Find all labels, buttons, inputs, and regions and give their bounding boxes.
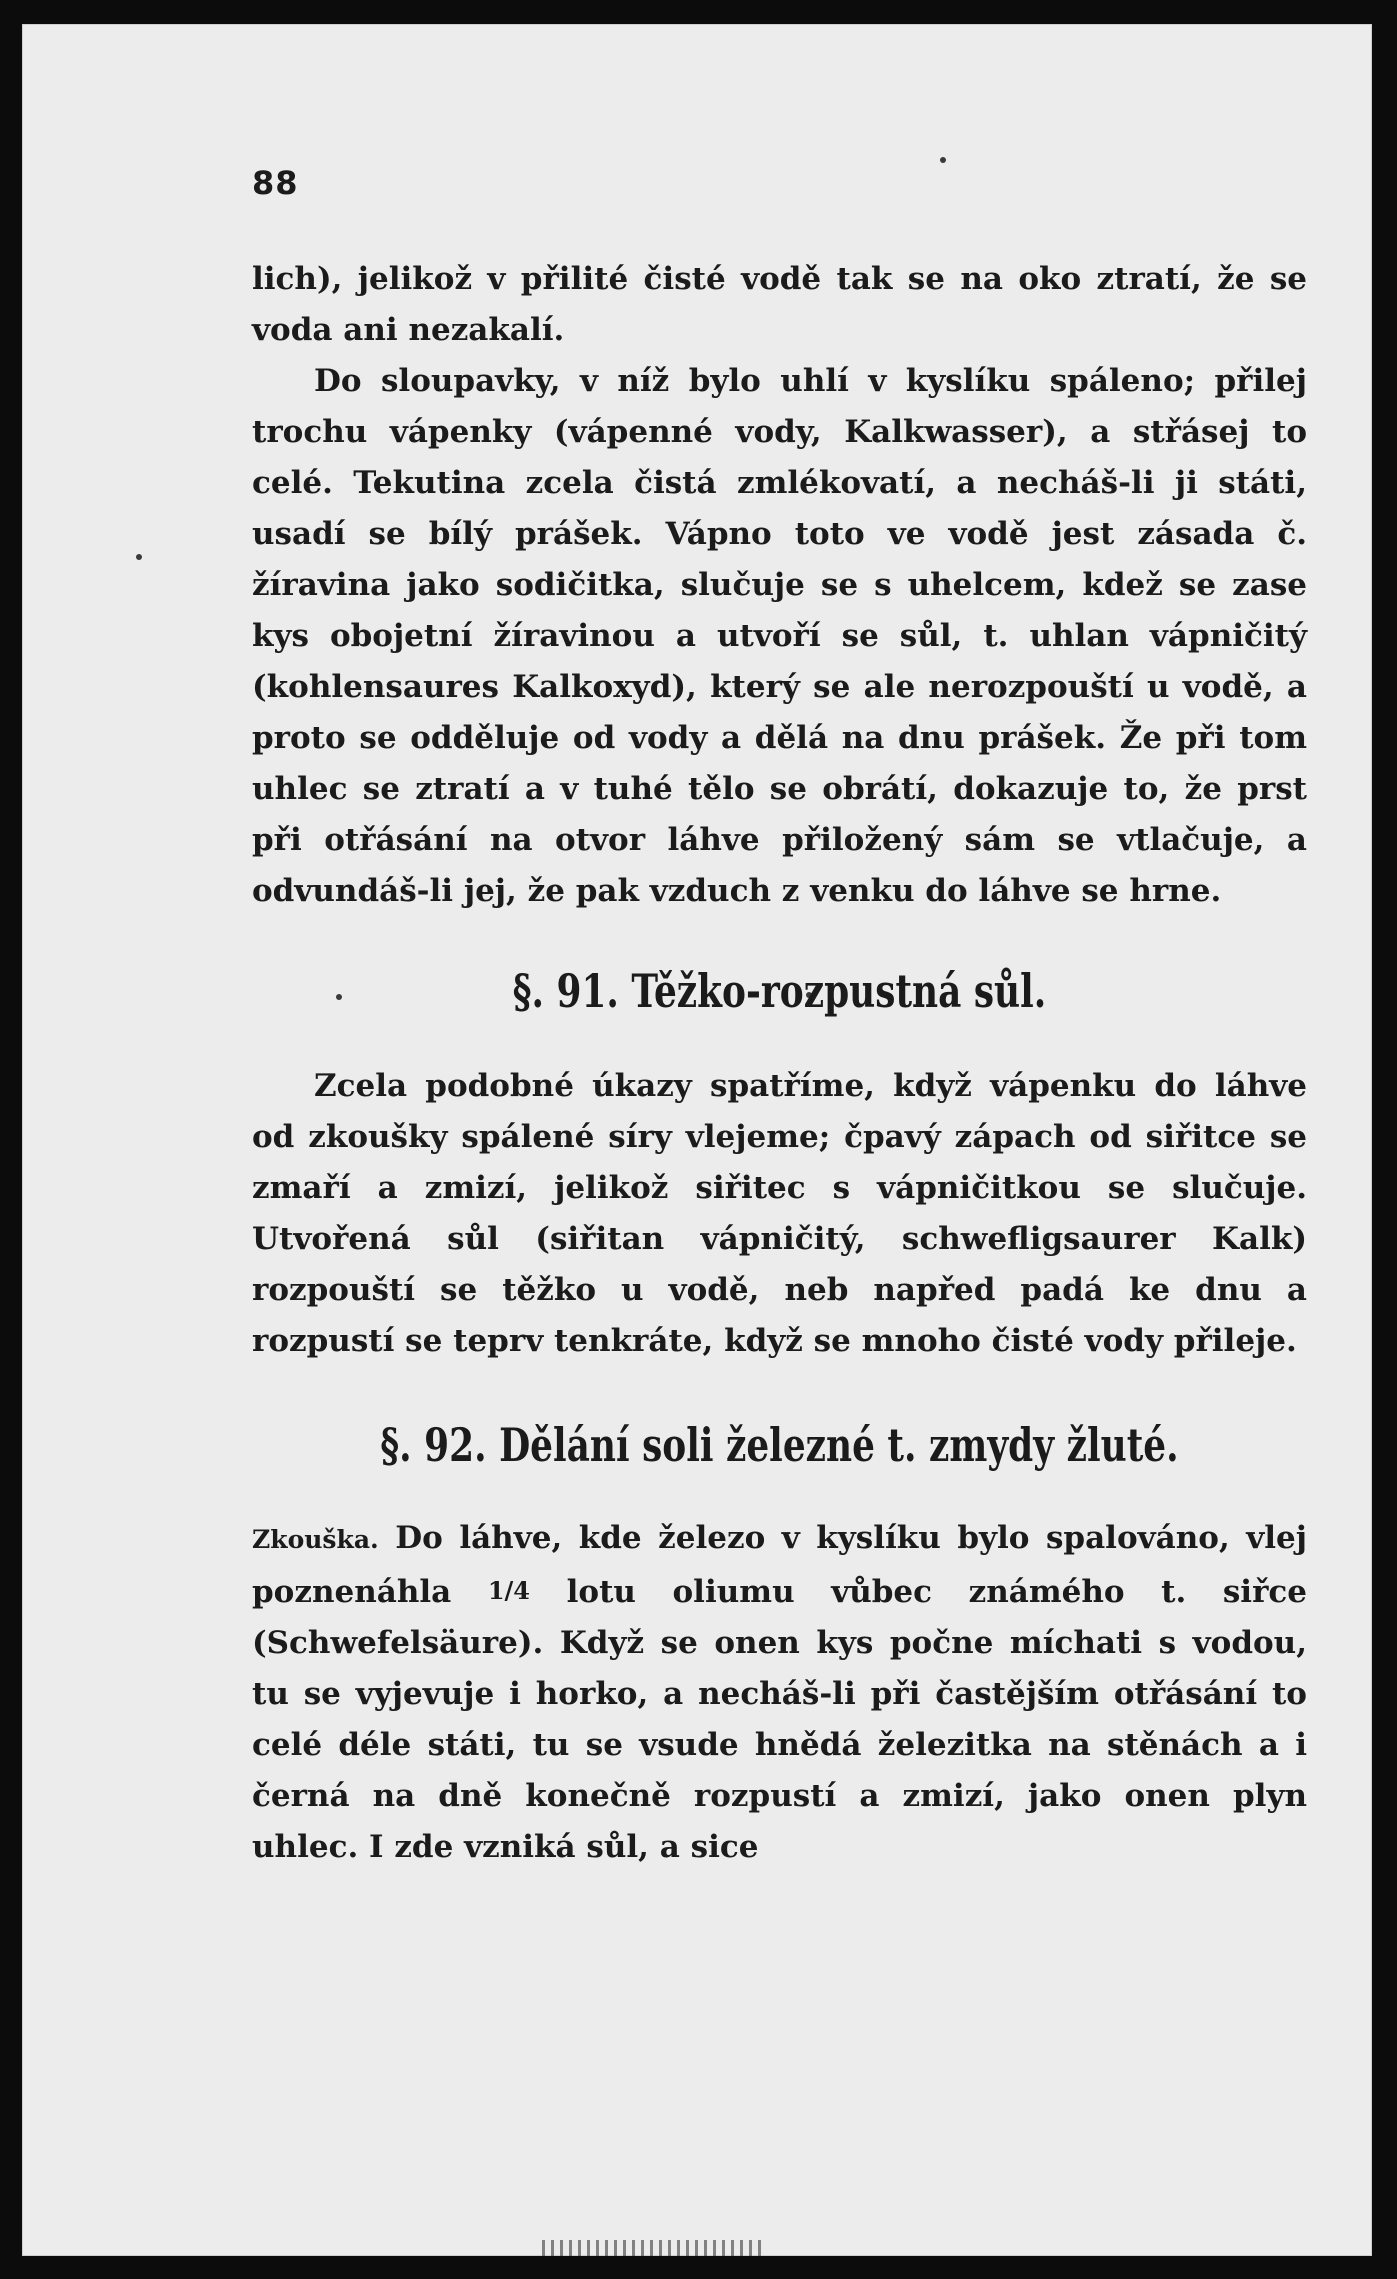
paragraph-zkouska-text-1: Do láhve, kde železo v kyslíku bylo spalováno, vlej poznenáhla — [252, 1520, 1307, 1610]
print-speck — [940, 157, 946, 163]
book-page — [22, 24, 1372, 2256]
fraction-quarter: 1/4 — [487, 1576, 531, 1605]
paragraph-continuation: lich), jelikož v přilité čisté vodě tak se na oko ztratí, že se voda ani nezakalí. — [252, 261, 1307, 348]
paragraph-zkouska — [252, 1513, 1307, 1873]
page-text — [252, 164, 1307, 1873]
page-number: 88 — [252, 164, 299, 202]
paragraph-sloupavka: Do sloupavky, v níž bylo uhlí v kyslíku spáleno; přilej trochu vápenky (vápenné vody, Kalkwasser), a střásej to celé. Tekutina zcela čistá zmlékovatí, a necháš-li ji státi, usadí se bílý prášek. Vápno toto ve vodě jest zásada č. žíravina jako sodičitka, slučuje se s uhelcem, kdež se zase kys obojetní žíravinou a utvoří se sůl, t. uhlan vápničitý (kohlensaures Kalkoxyd), který se ale nerozpouští u vodě, a proto se odděluje od vody a dělá na dnu prášek. Že při tom uhlec se ztratí a v tuhé tělo se obrátí, dokazuje to, že prst při otřásání na otvor láhve přiložený sám se vtlačuje, a odvundáš-li jej, že pak vzduch z venku do láhve se hrne. — [252, 363, 1307, 909]
experiment-label: Zkouška. — [252, 1525, 379, 1554]
paragraph-zkouska-text-2: lotu oliumu vůbec známého t. siřce (Schwefelsäure). Když se onen kys počne míchati s vodou, tu se vyjevuje i horko, a necháš-li při častějším otřásání to celé déle státi, tu se vsude hnědá železitka na stěnách a i černá na dně konečně rozpustí a zmizí, jako onen plyn uhlec. I zde vzniká sůl, a sice — [252, 1574, 1308, 1865]
section-heading-91: §. 91. Těžko-rozpustná sůl. — [512, 964, 1047, 1018]
paragraph-tezko-rozpustna: Zcela podobné úkazy spatříme, když vápenku do láhve od zkoušky spálené síry vlejeme; čpavý zápach od siřitce se zmaří a zmizí, jelikož siřitec s vápničitkou se slučuje. Utvořená sůl (siřitan vápničitý, schwefligsaurer Kalk) rozpouští se těžko u vodě, neb napřed padá ke dnu a rozpustí se teprv tenkráte, když se mnoho čisté vody přileje. — [252, 1068, 1307, 1359]
scan-edge-noise — [542, 2240, 762, 2256]
print-speck — [136, 554, 142, 560]
section-heading-92: §. 92. Dělání soli železné t. zmydy žluté. — [380, 1418, 1179, 1472]
